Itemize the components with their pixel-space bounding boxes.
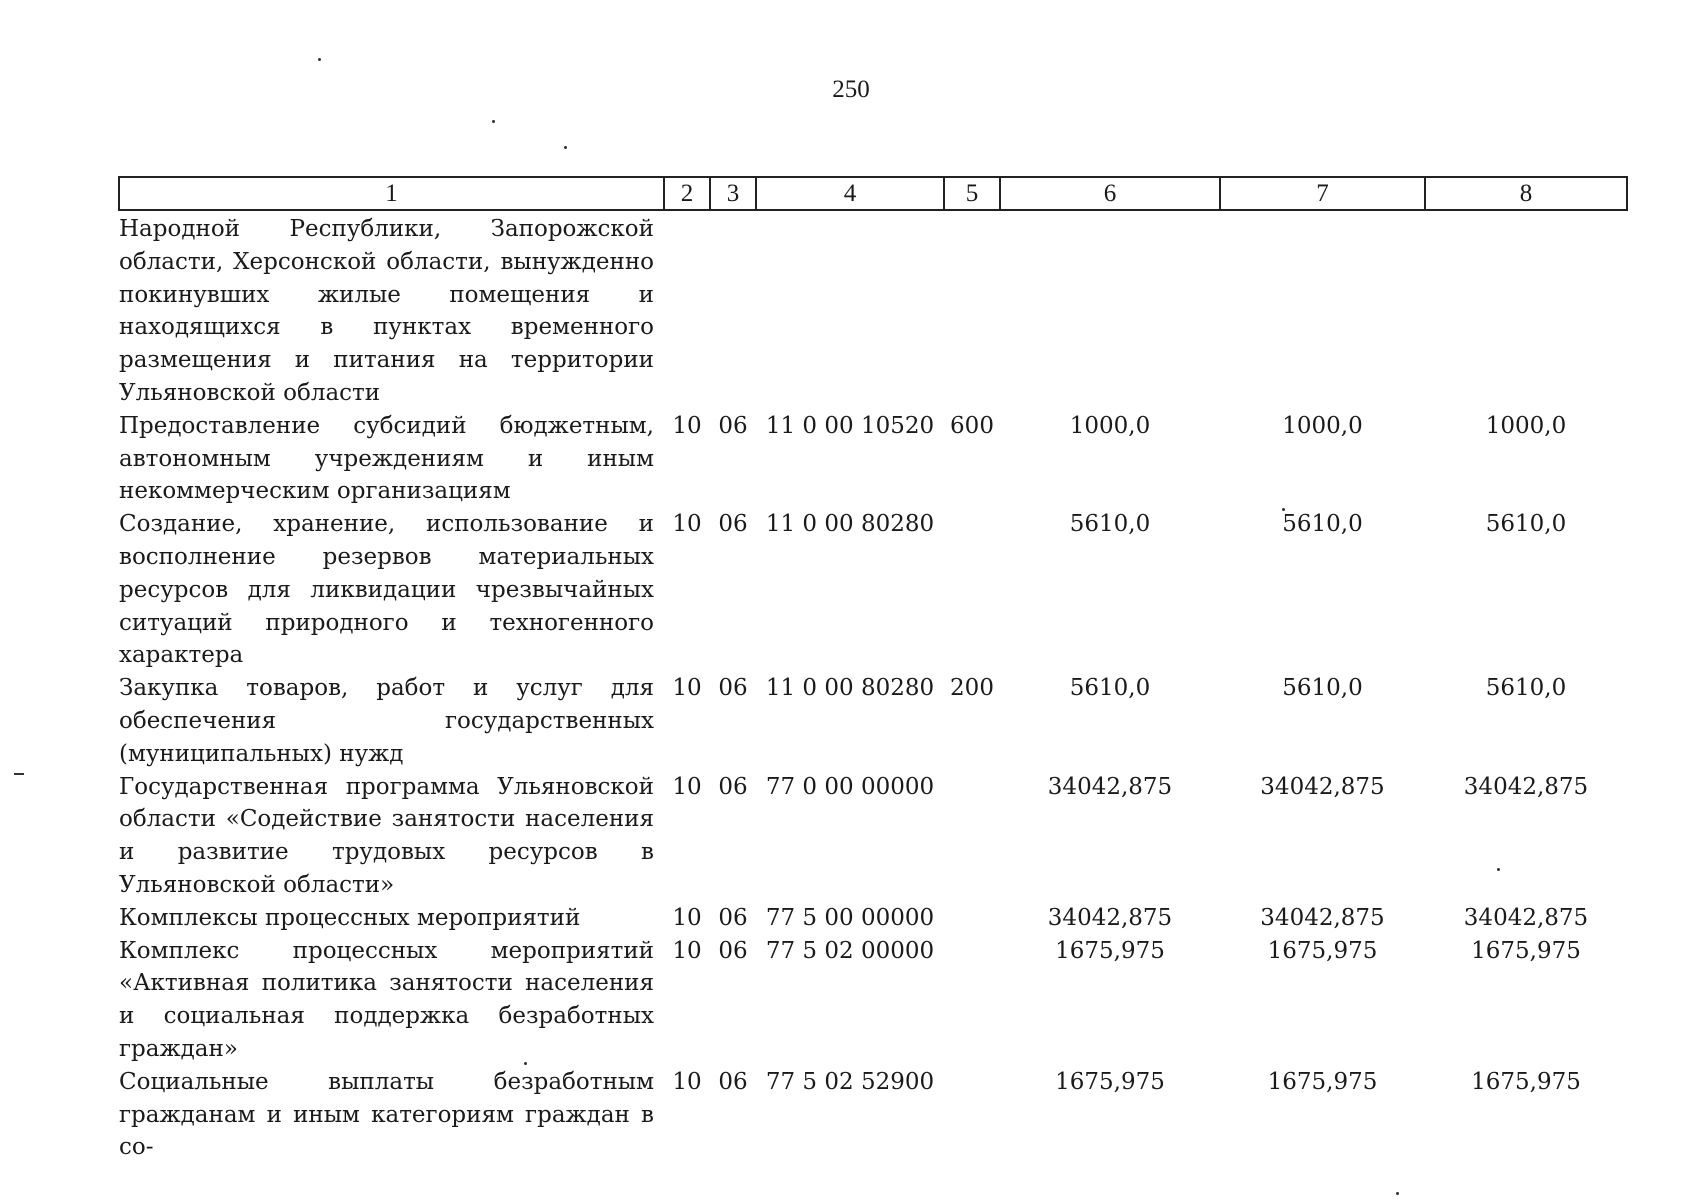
scan-speck — [318, 58, 321, 61]
row-vr — [944, 508, 1000, 672]
row-year-1: 34042,875 — [1047, 904, 1173, 931]
row-vr — [944, 1066, 1000, 1164]
row-name: Комплекс процессных мероприятий «Активная политика занятости населения и социальная поддержка безработных граждан» — [119, 937, 654, 1062]
row-year-3: 1000,0 — [1485, 412, 1567, 439]
table-row — [119, 410, 1627, 508]
row-name: Комплексы процессных мероприятий — [119, 904, 581, 931]
table-header — [119, 177, 1627, 210]
row-year-2: 34042,875 — [1260, 773, 1385, 800]
table-body — [119, 210, 1627, 1164]
header-col-4: 4 — [756, 177, 944, 210]
scan-speck — [492, 120, 495, 123]
row-name: Создание, хранение, использование и восполнение резервов материальных ресурсов для ликвидации чрезвычайных ситуаций природного и техногенного характера — [119, 511, 654, 669]
row-csr: 77 0 00 00000 — [765, 773, 935, 800]
row-pr: 06 — [718, 773, 748, 800]
header-col-2: 2 — [664, 177, 710, 210]
row-year-3: 1675,975 — [1471, 1068, 1581, 1095]
row-year-1: 5610,0 — [1069, 511, 1151, 538]
scan-speck — [14, 773, 24, 775]
row-year-3: 5610,0 — [1485, 511, 1567, 538]
row-year-2: 1675,975 — [1267, 1068, 1378, 1095]
row-pr: 06 — [718, 1068, 748, 1095]
row-year-1 — [1000, 210, 1220, 410]
row-vr — [944, 902, 1000, 935]
row-csr: 77 5 00 00000 — [765, 904, 935, 931]
table-row — [119, 672, 1627, 770]
row-name: Народной Республики, Запорожской области, Херсонской области, вынужденно покинувших жилые помещения и находящихся в пунктах временного размещения и питания на территории Ульяновской области — [119, 216, 654, 406]
header-col-1: 1 — [119, 177, 664, 210]
row-year-3: 1675,975 — [1471, 937, 1581, 964]
row-year-3: 5610,0 — [1485, 675, 1567, 702]
row-year-2: 5610,0 — [1282, 511, 1363, 538]
row-name: Предоставление субсидий бюджетным, автономным учреждениям и иным некоммерческим организациям — [119, 412, 654, 505]
scan-speck — [1497, 868, 1500, 871]
scan-speck — [564, 146, 567, 149]
row-year-2 — [1220, 210, 1425, 410]
row-year-3 — [1425, 210, 1627, 410]
row-year-3: 34042,875 — [1463, 773, 1589, 800]
row-year-1: 1675,975 — [1055, 1068, 1165, 1095]
row-pr — [710, 210, 756, 410]
header-col-6: 6 — [1000, 177, 1220, 210]
row-rz: 10 — [672, 511, 702, 538]
row-rz: 10 — [672, 937, 702, 964]
scan-speck — [524, 1062, 527, 1065]
row-year-1: 34042,875 — [1047, 773, 1173, 800]
row-name: Социальные выплаты безработным гражданам и иным категориям граждан в со- — [119, 1068, 654, 1161]
row-name: Закупка товаров, работ и услуг для обеспечения государственных (муниципальных) нужд — [119, 675, 654, 767]
scan-speck — [1282, 508, 1285, 511]
table-row — [119, 508, 1627, 672]
row-rz: 10 — [672, 1068, 702, 1095]
row-year-1: 5610,0 — [1069, 675, 1151, 702]
row-csr: 77 5 02 00000 — [765, 937, 935, 964]
header-col-7: 7 — [1220, 177, 1425, 210]
row-pr: 06 — [718, 937, 748, 964]
row-year-3: 34042,875 — [1463, 904, 1589, 931]
row-pr: 06 — [718, 412, 748, 439]
row-csr: 77 5 02 52900 — [765, 1068, 935, 1095]
row-pr: 06 — [718, 675, 748, 702]
row-year-2: 34042,875 — [1260, 904, 1385, 931]
row-csr: 11 0 00 10520 — [765, 412, 935, 439]
row-csr: 11 0 00 80280 — [765, 511, 935, 538]
row-rz: 10 — [672, 675, 702, 702]
table-row — [119, 771, 1627, 902]
row-year-2: 1675,975 — [1267, 937, 1378, 964]
table-row — [119, 935, 1627, 1066]
table-row — [119, 902, 1627, 935]
row-year-1: 1000,0 — [1069, 412, 1151, 439]
row-csr: 11 0 00 80280 — [765, 675, 935, 702]
row-year-1: 1675,975 — [1055, 937, 1165, 964]
row-year-2: 1000,0 — [1282, 412, 1363, 439]
row-vr: 200 — [950, 675, 994, 702]
row-name: Государственная программа Ульяновской области «Содействие занятости населения и развитие трудовых ресурсов в Ульяновской области» — [119, 773, 654, 898]
budget-table — [118, 176, 1628, 1164]
row-csr — [756, 210, 944, 410]
row-vr — [944, 771, 1000, 902]
row-rz: 10 — [672, 773, 702, 800]
row-vr: 600 — [950, 412, 994, 439]
row-rz: 10 — [672, 904, 702, 931]
row-vr — [944, 210, 1000, 410]
row-pr: 06 — [718, 511, 748, 538]
table-row — [119, 210, 1627, 410]
scan-speck — [1396, 1192, 1399, 1195]
table-row — [119, 1066, 1627, 1164]
row-rz — [664, 210, 710, 410]
row-pr: 06 — [718, 904, 748, 931]
row-rz: 10 — [672, 412, 702, 439]
header-col-8: 8 — [1425, 177, 1627, 210]
page-number: 250 — [832, 76, 870, 103]
row-vr — [944, 935, 1000, 1066]
header-col-3: 3 — [710, 177, 756, 210]
header-col-5: 5 — [944, 177, 1000, 210]
row-year-2: 5610,0 — [1282, 675, 1363, 702]
